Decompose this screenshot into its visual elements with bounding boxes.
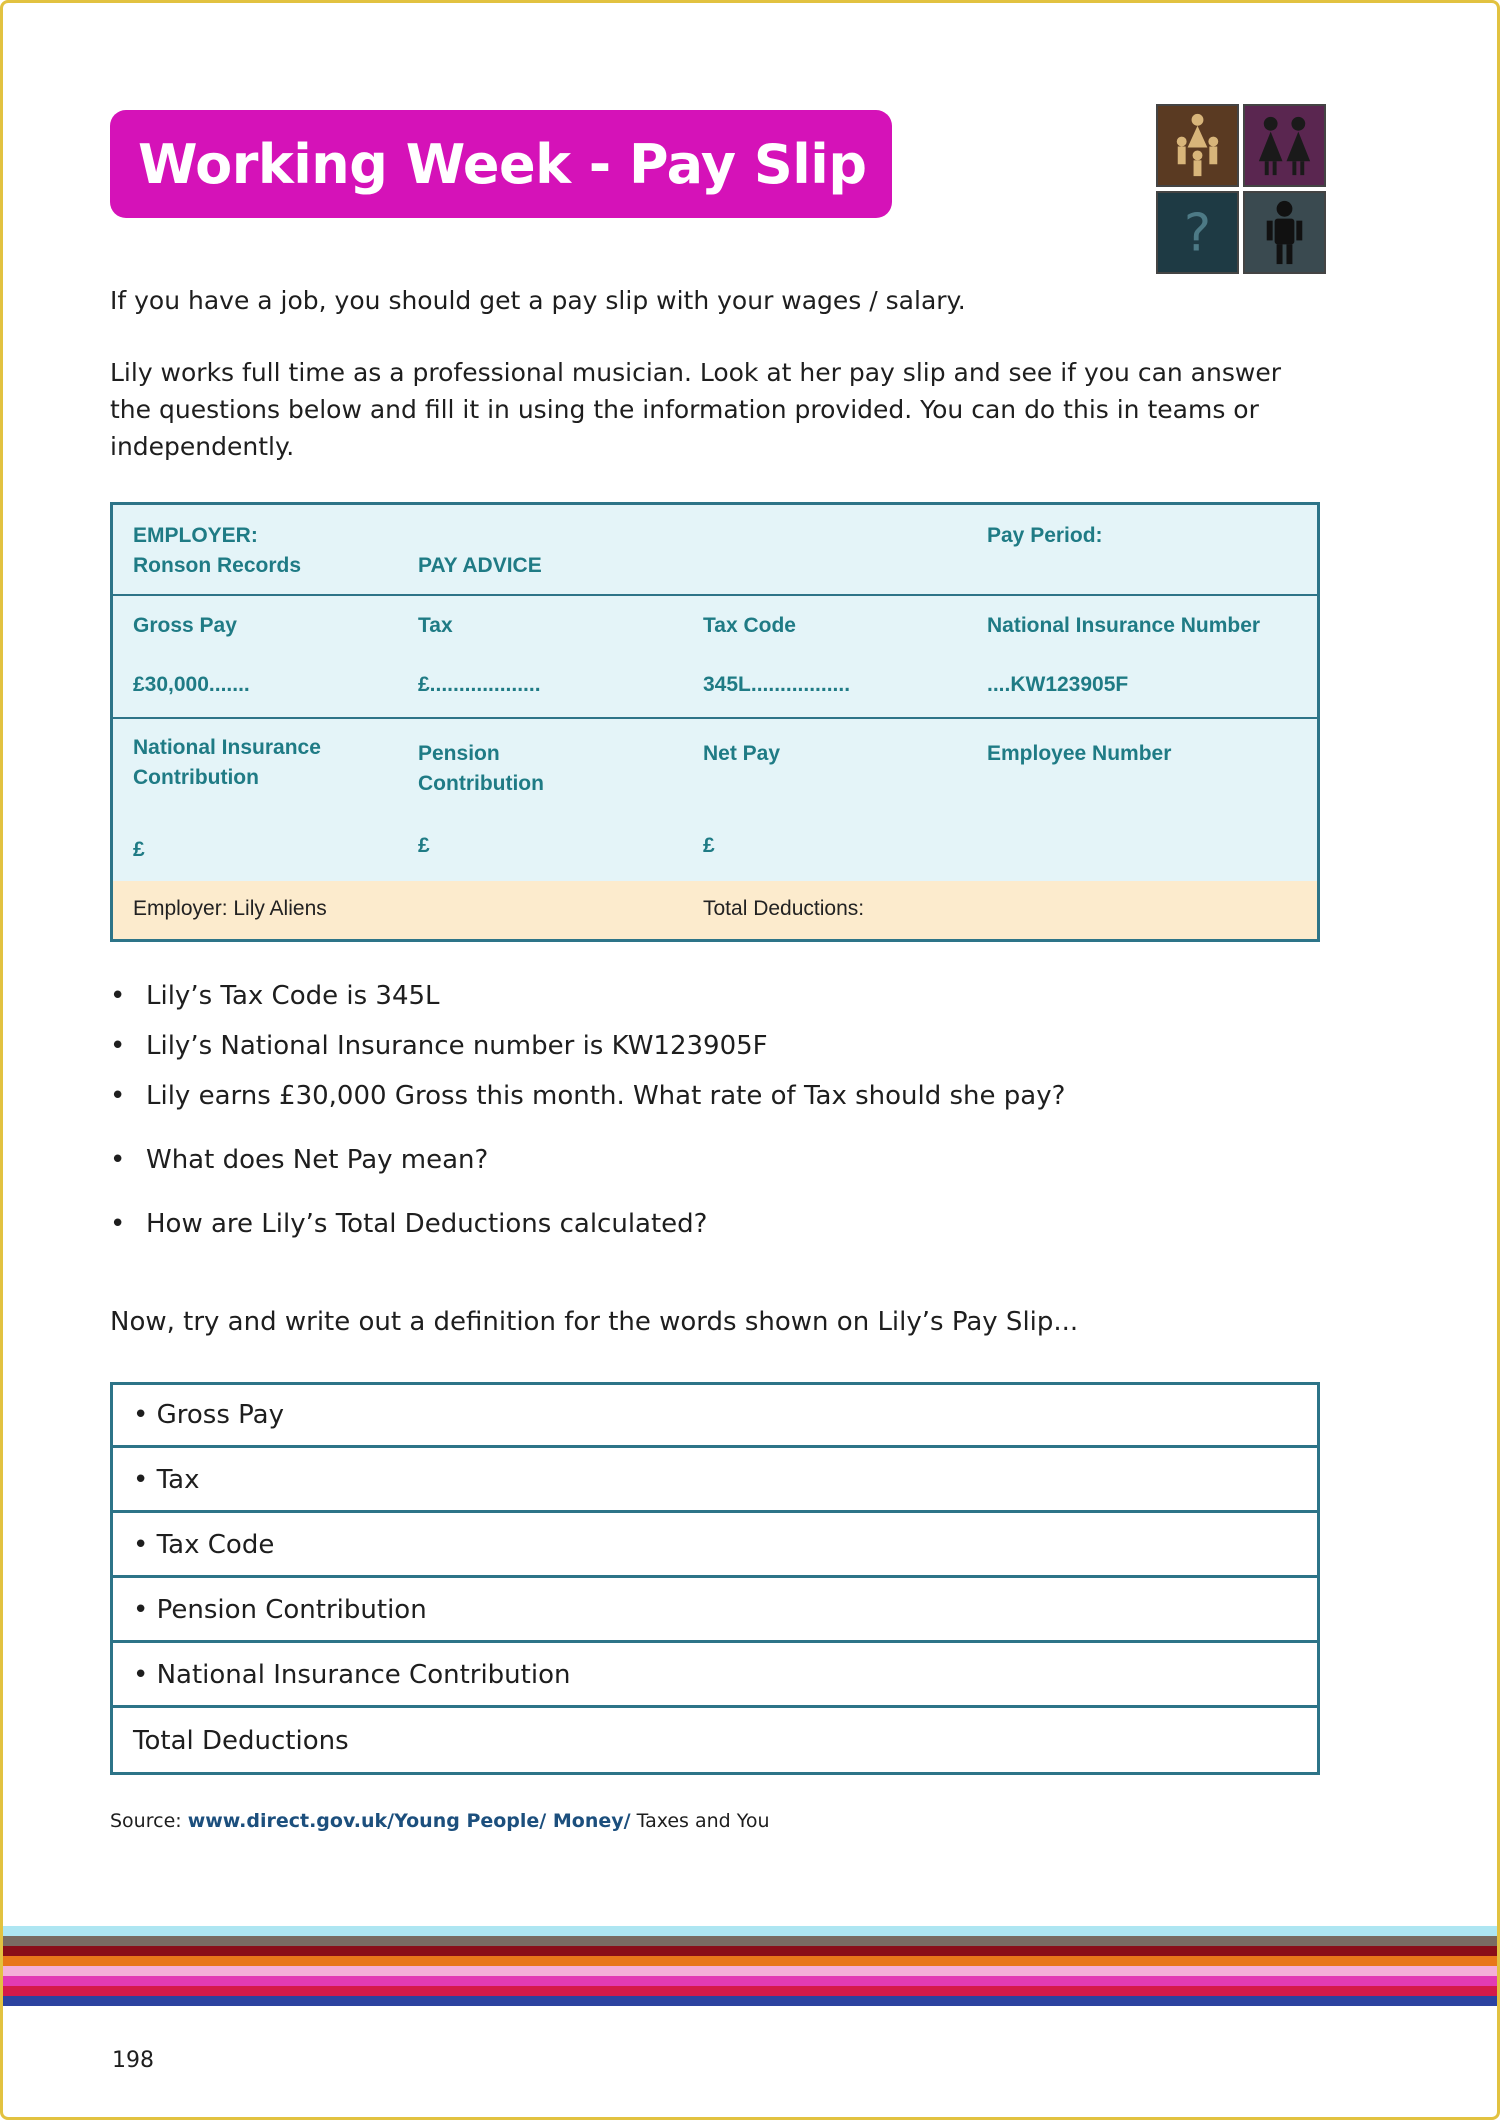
bullet-dot: • [110, 1209, 126, 1239]
source-citation: Source: www.direct.gov.uk/Young People/ Money/ Taxes and You [110, 1810, 770, 1832]
instruction-text: Now, try and write out a definition for the words shown on Lily’s Pay Slip... [110, 1307, 1079, 1337]
icon-grid [1156, 104, 1326, 274]
tax-code-label: Tax Code [703, 614, 796, 637]
stripe [3, 1926, 1497, 1936]
definition-row[interactable]: • Pension Contribution [113, 1580, 1317, 1643]
intro-paragraph-2-line-3: independently. [110, 432, 295, 461]
net-pay-value[interactable]: £ [703, 834, 715, 857]
title-banner [110, 110, 892, 218]
ni-contribution-value[interactable]: £ [133, 838, 145, 861]
stripe [3, 1956, 1497, 1966]
person-icon [1243, 191, 1326, 274]
pension-value[interactable]: £ [418, 834, 430, 857]
pay-slip-table [110, 502, 1320, 942]
intro-paragraph-1: If you have a job, you should get a pay slip with your wages / salary. [110, 286, 966, 315]
bullet-dot: • [110, 1145, 126, 1175]
couple-icon [1243, 104, 1326, 187]
employer-label: EMPLOYER: [133, 524, 258, 547]
list-item: • How are Lily’s Total Deductions calculated? [110, 1209, 708, 1239]
question-mark-icon [1156, 191, 1239, 274]
family-icon [1156, 104, 1239, 187]
pension-label-line-1: Pension [418, 742, 500, 765]
net-pay-label: Net Pay [703, 742, 781, 765]
svg-text:?: ? [1183, 203, 1212, 264]
employee-number-label: Employee Number [987, 742, 1172, 765]
gross-pay-value[interactable]: £30,000....... [133, 673, 250, 696]
definition-row[interactable]: • National Insurance Contribution [113, 1645, 1317, 1708]
tax-label: Tax [418, 614, 453, 637]
list-item: • Lily’s Tax Code is 345L [110, 981, 440, 1011]
definition-row[interactable]: Total Deductions [133, 1726, 349, 1756]
list-item: • Lily earns £30,000 Gross this month. What rate of Tax should she pay? [110, 1081, 1066, 1111]
footer-total-deductions: Total Deductions: [703, 897, 865, 920]
ni-contribution-label-line-2: Contribution [133, 766, 259, 789]
tax-value[interactable]: £................... [418, 673, 541, 696]
source-link[interactable]: www.direct.gov.uk/Young People/ Money/ [187, 1810, 631, 1832]
list-item: • What does Net Pay mean? [110, 1145, 489, 1175]
pay-advice-label: PAY ADVICE [418, 554, 542, 577]
intro-paragraph-2-line-2: the questions below and fill it in using the information provided. You can do this in teams or [110, 395, 1259, 424]
tax-code-value[interactable]: 345L................. [703, 673, 851, 696]
pay-period-label: Pay Period: [987, 524, 1103, 547]
bullet-dot: • [110, 1081, 126, 1111]
divider [113, 594, 1317, 596]
employer-name: Ronson Records [133, 554, 302, 577]
definition-row[interactable]: • Tax Code [113, 1515, 1317, 1578]
ni-number-value[interactable]: ....KW123905F [987, 673, 1129, 696]
stripe [3, 1986, 1497, 1996]
footer-employer: Employer: Lily Aliens [133, 897, 327, 920]
ni-contribution-label-line-1: National Insurance [133, 736, 321, 759]
list-item: • Lily’s National Insurance number is KW123905F [110, 1031, 768, 1061]
stripe [3, 1936, 1497, 1946]
ni-number-label: National Insurance Number [987, 614, 1261, 637]
decorative-stripes [3, 1926, 1497, 2006]
definition-row[interactable]: • Gross Pay [113, 1385, 1317, 1448]
intro-paragraph-2-line-1: Lily works full time as a professional musician. Look at her pay slip and see if you can answer [110, 358, 1281, 387]
stripe [3, 1976, 1497, 1986]
definition-row[interactable]: • Tax [113, 1450, 1317, 1513]
page-title: Working Week - Pay Slip [138, 132, 867, 196]
definitions-table [110, 1382, 1320, 1775]
divider [113, 717, 1317, 719]
pay-slip-footer [113, 881, 1317, 939]
stripe [3, 1946, 1497, 1956]
stripe [3, 1966, 1497, 1976]
bullet-dot: • [110, 1031, 126, 1061]
pension-label-line-2: Contribution [418, 772, 544, 795]
bullet-dot: • [110, 981, 126, 1011]
page-number: 198 [112, 2048, 154, 2073]
gross-pay-label: Gross Pay [133, 614, 237, 637]
stripe [3, 1996, 1497, 2006]
